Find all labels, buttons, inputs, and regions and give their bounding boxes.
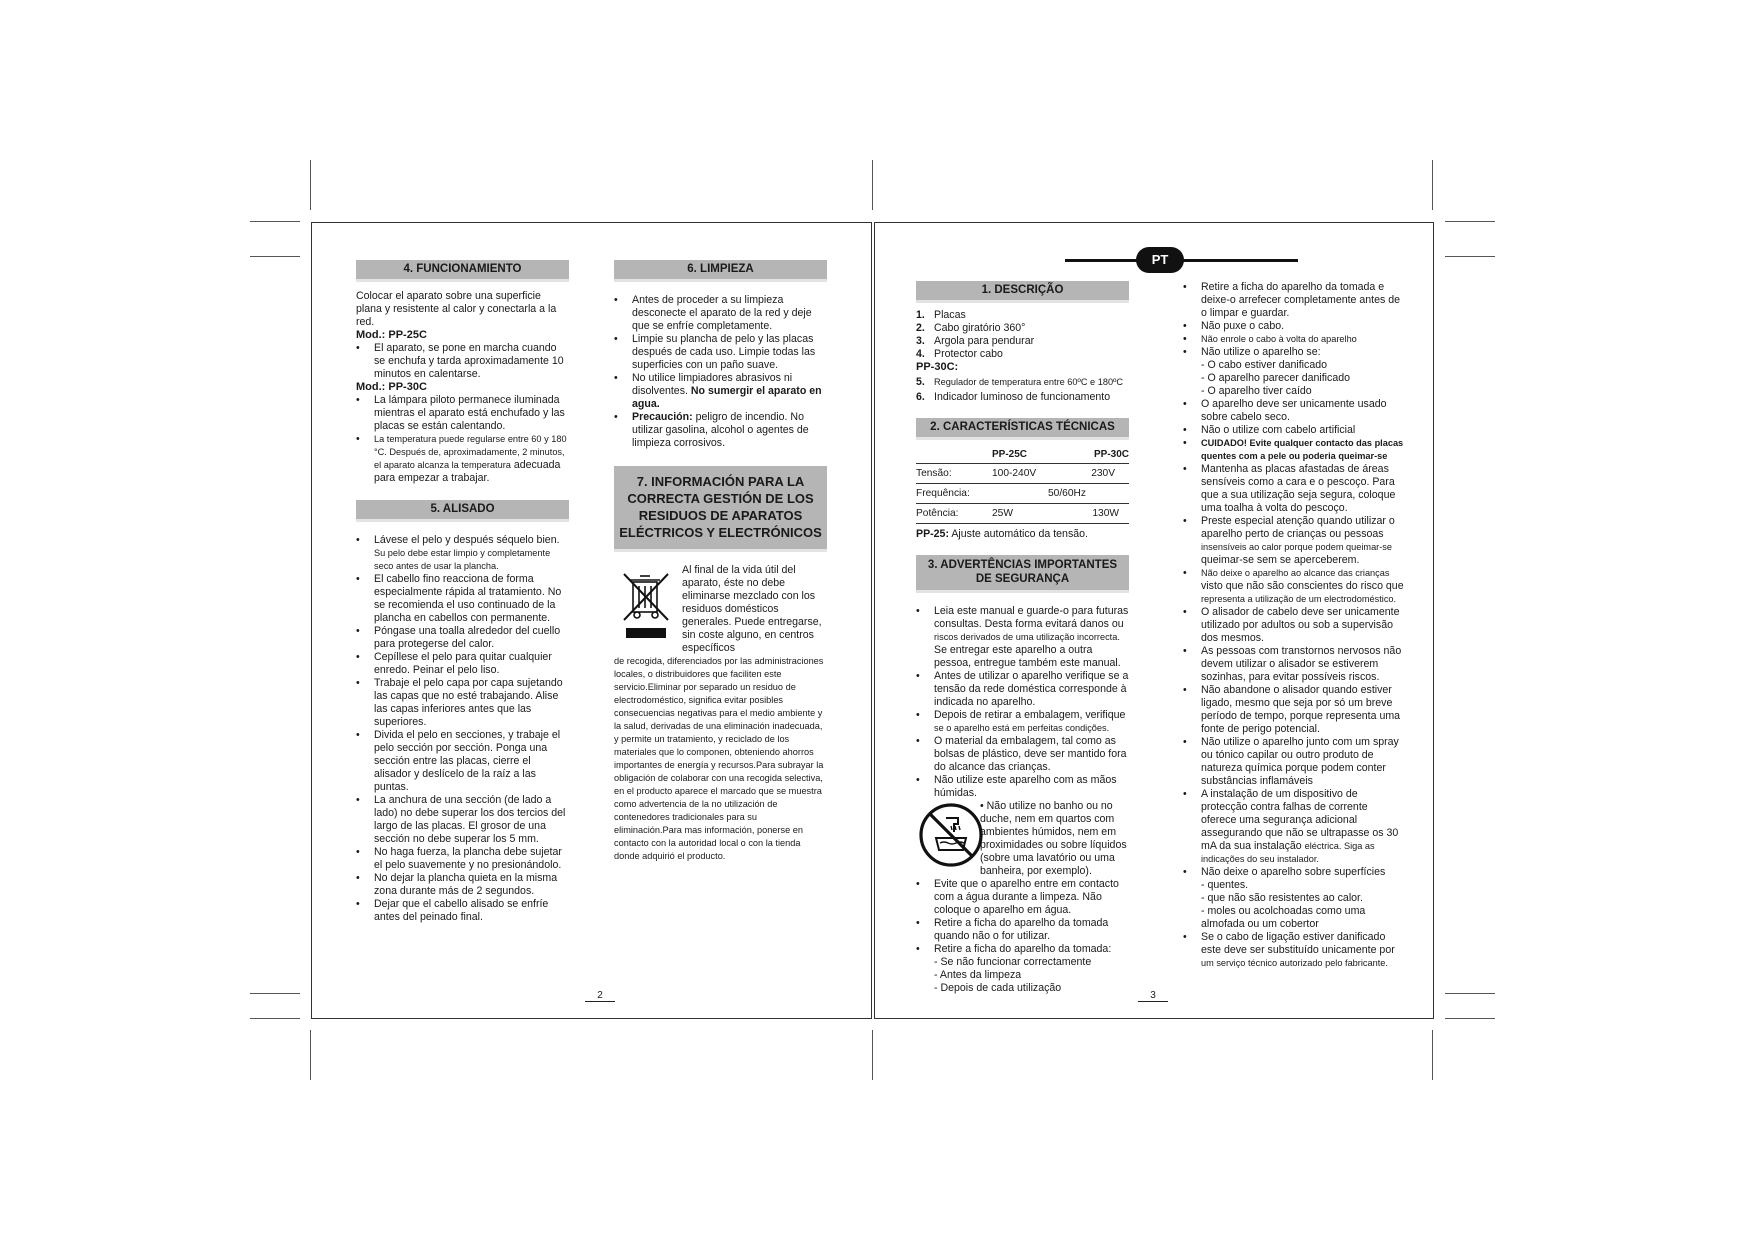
list-item <box>916 605 1129 670</box>
list-item: • Póngase una toalla alrededor del cuello para protegerse del calor. <box>356 625 569 651</box>
sub-item: - quentes. <box>1201 879 1249 891</box>
section-2-title: 2. CARACTERÍSTICAS TÉCNICAS <box>916 418 1129 440</box>
list-item <box>916 709 1129 735</box>
list-item-text: Depois de retirar a embalagem, verifique <box>934 709 1126 721</box>
section-7-title: 7. INFORMACIÓN PARA LA CORRECTA GESTIÓN DE LOS RESIDUOS DE APARATOS ELÉCTRICOS Y ELECTRÓNICOS <box>614 466 827 552</box>
list-item: • Não utilize este aparelho com as mãos húmidas. <box>916 774 1129 800</box>
item-text: Protector cabo <box>934 348 1003 360</box>
list-item-small-text: eléctrica. Siga as indicações do seu instalador. <box>1201 841 1375 864</box>
list-item-small-text: La temperatura puede regularse entre 60 y 180 °C. Después de, aproximadamente, 2 minutos, el aparato alcanza la temperatura <box>374 434 567 470</box>
list-item <box>614 411 827 450</box>
table-cell: Tensão: <box>916 464 992 484</box>
sub-item: - Antes da limpeza <box>934 969 1022 981</box>
header-rule <box>1183 259 1298 262</box>
crop-mark <box>1445 256 1495 257</box>
right-column-2 <box>1183 281 1405 970</box>
list-item-text: visto que não são conscientes do risco que <box>1201 580 1404 592</box>
specs-note-text: Ajuste automático da tensão. <box>951 528 1088 540</box>
water-warning-body: Não utilize no banho ou no duche, nem em quartos com ambientes húmidos, nem em proximidades ou sobre líquidos (sobre uma lavatório ou uma banheira, por exemplo). <box>980 800 1127 877</box>
item-text: Argola para pendurar <box>934 335 1035 347</box>
list-item-small-text: riscos derivados de uma utilização incorrecta. <box>934 632 1120 642</box>
list-item: • Cepíllese el pelo para quitar cualquier enredo. Peinar el pelo liso. <box>356 651 569 677</box>
specs-note-label: PP-25: <box>916 528 949 540</box>
list-item-text: A instalação de um dispositivo de protecção contra falhas de corrente oferece uma segurança adicional assegurando que não se ultrapasse os 30 mA da sua instalação <box>1201 788 1399 852</box>
list-item <box>614 372 827 411</box>
list-item-text: Se o cabo de ligação estiver danificado este deve ser substituído unicamente por <box>1201 931 1395 956</box>
bullet: • <box>980 800 987 812</box>
list-item: • El cabello fino reacciona de forma especialmente rápida al tratamiento. No se recomienda el uso continuado de la plancha en cabellos con permanente. <box>356 573 569 625</box>
right-column-1 <box>916 281 1129 995</box>
list-item-small-text: Não deixe o aparelho ao alcance das crianças <box>1201 568 1390 578</box>
list-item <box>1183 567 1405 606</box>
table-cell: 130W <box>1066 504 1129 524</box>
list-item <box>1183 931 1405 970</box>
page-number: 2 <box>585 990 615 1002</box>
table-row <box>916 504 1129 524</box>
list-item: • O material da embalagem, tal como as bolsas de plástico, deve ser mantido fora do alcance das crianças. <box>916 735 1129 774</box>
list-item <box>916 943 1129 995</box>
section-6-title: 6. LIMPIEZA <box>614 260 827 282</box>
crossed-out-wheelie-bin-icon <box>620 568 672 640</box>
list-item <box>916 309 1129 322</box>
sub-item: - O aparelho parecer danificado <box>1201 372 1350 384</box>
list-item: • Trabaje el pelo capa por capa sujetando las capas que no esté trabajando. Alise las capas inferiores antes que las superiores. <box>356 677 569 729</box>
section-3-title: 3. ADVERTÊNCIAS IMPORTANTES DE SEGURANÇA <box>916 555 1129 593</box>
list-item <box>1183 866 1405 931</box>
sub-item: - O cabo estiver danificado <box>1201 359 1328 371</box>
list-item-text: Leia este manual e guarde-o para futuras consultas. Desta forma evitará danos ou <box>934 605 1129 630</box>
crop-mark <box>310 1030 311 1080</box>
left-column-2 <box>614 260 827 863</box>
item-number: 2. <box>916 322 925 334</box>
specs-note <box>916 528 1129 541</box>
list-item <box>1183 788 1405 866</box>
list-item <box>1183 346 1405 398</box>
item-number: 5. <box>916 376 925 388</box>
table-row <box>916 464 1129 484</box>
crop-mark <box>1445 221 1495 222</box>
crop-mark <box>250 993 300 994</box>
table-cell: 25W <box>992 504 1066 524</box>
crop-mark <box>1432 160 1433 210</box>
list-item-text: Não deixe o aparelho sobre superfícies <box>1201 866 1386 878</box>
list-item: • Antes de proceder a su limpieza desconecte el aparato de la red y deje que se enfríe completamente. <box>614 294 827 333</box>
table-cell: 50/60Hz <box>992 484 1129 504</box>
item-text: Indicador luminoso de funcionamento <box>934 391 1111 403</box>
left-column-1 <box>356 260 569 924</box>
list-item: • El aparato, se pone en marcha cuando se enchufa y tarda aproximadamente 10 minutos en calentarse. <box>356 342 569 381</box>
crop-mark <box>310 160 311 210</box>
list-item-small-text: um serviço técnico autorizado pelo fabricante. <box>1201 958 1388 968</box>
list-item: • Retire a ficha do aparelho da tomada quando não o for utilizar. <box>916 917 1129 943</box>
item-number: 3. <box>916 335 925 347</box>
sub-item: - Se não funcionar correctamente <box>934 956 1092 968</box>
list-item: • Não abandone o alisador quando estiver ligado, mesmo que seja por só um breve período de tempo, porque representa uma fonte de perigo potencial. <box>1183 684 1405 736</box>
item-number: 6. <box>916 391 925 403</box>
list-item-small-text: Su pelo debe estar limpio y completamente seco antes de usar la plancha. <box>374 548 551 571</box>
model-pp30c-label: Mod.: PP-30C <box>356 381 427 393</box>
section-5-title: 5. ALISADO <box>356 500 569 522</box>
table-cell: Frequência: <box>916 484 992 504</box>
model-pp25c-label: Mod.: PP-25C <box>356 329 427 341</box>
crop-mark <box>1445 993 1495 994</box>
item-number: 1. <box>916 309 925 321</box>
list-item-small-text: insensíveis ao calor porque podem queimar-se <box>1201 542 1392 552</box>
list-item: • Retire a ficha do aparelho da tomada e deixe-o arrefecer completamente antes de o limpar e guardar. <box>1183 281 1405 320</box>
list-item: • No dejar la plancha quieta en la misma zona durante más de 2 segundos. <box>356 872 569 898</box>
section-4-intro: Colocar el aparato sobre una superficie plana y resistente al calor y conectarla a la red. <box>356 290 557 328</box>
section-1-title: 1. DESCRIÇÃO <box>916 281 1129 303</box>
section-4-title: 4. FUNCIONAMIENTO <box>356 260 569 282</box>
table-header: PP-25C <box>992 446 1066 464</box>
list-item <box>1183 515 1405 567</box>
list-item-text: Se entregar este aparelho a outra pessoa, entregue também este manual. <box>934 644 1121 669</box>
list-item: • La lámpara piloto permanece iluminada mientras el aparato está enchufado y las placas se están calentando. <box>356 394 569 433</box>
list-item <box>1183 333 1405 346</box>
list-item <box>1183 437 1405 463</box>
list-item-bold-text: No sumergir el aparato en agua. <box>632 385 822 410</box>
list-item <box>916 348 1129 361</box>
list-item: • Não o utilize com cabelo artificial <box>1183 424 1405 437</box>
header-rule <box>1065 259 1137 262</box>
list-item: • Divida el pelo en secciones, y trabaje el pelo sección por sección. Ponga una sección entre las placas, cierre el alisador y deslícelo de la raíz a las puntas. <box>356 729 569 794</box>
list-item: • As pessoas com transtornos nervosos não devem utilizar o alisador se estiverem sozinhas, para evitar possíveis riscos. <box>1183 645 1405 684</box>
list-item-bold-text: CUIDADO! Evite qualquer contacto das placas quentes com a pele ou poderia queimar-se <box>1201 438 1404 461</box>
list-item: • Evite que o aparelho entre em contacto com a água durante a limpeza. Não coloque o aparelho em água. <box>916 878 1129 917</box>
list-item-small-text: se o aparelho está em perfeitas condições. <box>934 723 1110 733</box>
water-warning-text <box>980 800 1129 878</box>
model-pp30c-label: PP-30C: <box>916 361 959 373</box>
list-item: • O aparelho deve ser unicamente usado sobre cabelo seco. <box>1183 398 1405 424</box>
list-item-text: peligro de incendio. No utilizar gasolina, alcohol o agentes de limpieza corrosivos. <box>632 411 809 449</box>
weee-body-text: de recogida, diferenciados por las administraciones locales, o distribuidores que faciliten este servicio.Eliminar por separado un residuo de electrodoméstico, significa evitar posibles consecuencias negativas para el medio ambiente y la salud, derivadas de una eliminación inadecuada, y permite un tratamiento, y reciclado de los materiales que lo componen, obteniendo ahorros importantes de energía y recursos.Para subrayar la obligación de colaborar con una recogida selectiva, en el producto aparece el marcado que se muestra como advertencia de la no utilización de contenedores tradicionales para su eliminación.Para mas información, ponerse en contacto con la autoridad local o con la tienda donde adquirió el producto. <box>614 656 824 861</box>
item-text: Placas <box>934 309 966 321</box>
list-item <box>916 376 1129 389</box>
page-number: 3 <box>1138 990 1168 1002</box>
list-item <box>356 433 569 485</box>
sub-item: - moles ou acolchoadas como uma almofada ou um cobertor <box>1201 905 1366 930</box>
list-item: • Dejar que el cabello alisado se enfríe antes del peinado final. <box>356 898 569 924</box>
table-row <box>916 484 1129 504</box>
list-item-text: Não utilize o aparelho se: <box>1201 346 1321 358</box>
list-item <box>916 335 1129 348</box>
crop-mark <box>872 160 873 210</box>
list-item-bold-text: Precaución: <box>632 411 693 423</box>
list-item <box>916 322 1129 335</box>
list-item-text: queimar-se sem se aperceberem. <box>1201 554 1360 566</box>
list-item: • Mantenha as placas afastadas de áreas sensíveis como a cara e o pescoço. Para que a sua utilização seja segura, coloque uma toalha à volta do pescoço. <box>1183 463 1405 515</box>
list-item: • Limpie su plancha de pelo y las placas después de cada uso. Limpie todas las superficies con un paño suave. <box>614 333 827 372</box>
list-item: • Não utilize o aparelho junto com um spray ou tónico capilar ou outro produto de natureza química porque podem conter substâncias inflamáveis <box>1183 736 1405 788</box>
item-text: Regulador de temperatura entre 60ºC e 180ºC <box>934 377 1124 387</box>
list-item: • La anchura de una sección (de lado a lado) no debe superar los dos tercios del largo de las placas. El grosor de una sección no debe superar los 5 mm. <box>356 794 569 846</box>
table-header: PP-30C <box>1066 446 1129 464</box>
list-item-text: adecuada para empezar a trabajar. <box>374 459 561 484</box>
crop-mark <box>1432 1030 1433 1080</box>
item-text: Cabo giratório 360° <box>934 322 1026 334</box>
list-item-text: Preste especial atenção quando utilizar o aparelho perto de crianças ou pessoas <box>1201 515 1395 540</box>
sub-item: - Depois de cada utilização <box>934 982 1062 994</box>
list-item <box>356 534 569 573</box>
list-item <box>916 391 1129 404</box>
sub-item: - que não são resistentes ao calor. <box>1201 892 1363 904</box>
table-cell: 230V <box>1066 464 1129 484</box>
language-badge: PT <box>1136 247 1184 273</box>
list-item: • Antes de utilizar o aparelho verifique se a tensão da rede doméstica corresponde à indicada no aparelho. <box>916 670 1129 709</box>
list-item-small-text: Não enrole o cabo à volta do aparelho <box>1201 334 1357 344</box>
list-item-text: Retire a ficha do aparelho da tomada: <box>934 943 1112 955</box>
crop-mark <box>250 221 300 222</box>
item-number: 4. <box>916 348 925 360</box>
crop-mark <box>250 1018 300 1019</box>
weee-text-beside-icon: Al final de la vida útil del aparato, éste no debe eliminarse mezclado con los residuos domésticos generales. Puede entregarse, sin coste alguno, en centros específicos <box>682 564 822 654</box>
no-use-near-water-icon <box>918 802 984 868</box>
list-item-text: No utilice limpiadores abrasivos ni disolventes. <box>632 372 793 397</box>
list-item: • No haga fuerza, la plancha debe sujetar el pelo suavemente y no presionándolo. <box>356 846 569 872</box>
sub-item: - O aparelho tiver caído <box>1201 385 1312 397</box>
crop-mark <box>250 256 300 257</box>
crop-mark <box>872 1030 873 1080</box>
list-item-small-text: representa a utilização de um electrodoméstico. <box>1201 594 1397 604</box>
specs-table <box>916 446 1129 524</box>
table-cell: Potência: <box>916 504 992 524</box>
table-cell: 100-240V <box>992 464 1066 484</box>
list-item: • Não puxe o cabo. <box>1183 320 1405 333</box>
list-item: • O alisador de cabelo deve ser unicamente utilizado por adultos ou sob a supervisão dos mesmos. <box>1183 606 1405 645</box>
crop-mark <box>1445 1018 1495 1019</box>
list-item-text: Lávese el pelo y después séquelo bien. <box>374 534 560 546</box>
